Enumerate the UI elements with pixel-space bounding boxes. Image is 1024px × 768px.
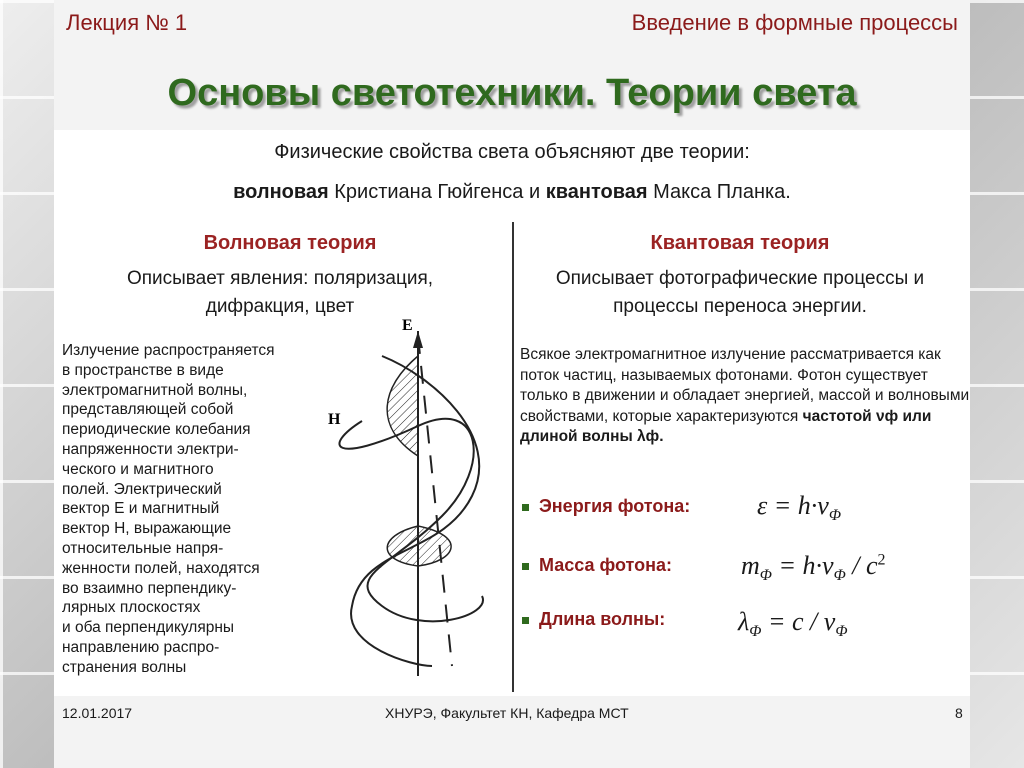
- quantum-theory-heading: Квантовая теория: [650, 232, 830, 254]
- em-wave-diagram: [322, 316, 510, 696]
- wave-theory-heading: Волновая теория: [203, 232, 377, 254]
- bullet-label: Длина волны:: [539, 609, 666, 629]
- wavelength-formula: $\lambda_\Phi = c / \nu_\Phi$: [738, 607, 848, 641]
- e-field-lobe: [387, 356, 418, 456]
- bullet-label: Энергия фотона:: [539, 496, 691, 516]
- intro-line-2: [54, 181, 970, 204]
- bullet-square-icon: [522, 617, 529, 624]
- footer-org: ХНУРЭ, Факультет КН, Кафедра МСТ: [385, 705, 629, 721]
- bullet-wavelength: [522, 609, 665, 630]
- quantum-theory-description: Описывает фотографические процессы и процессы переноса энергии.: [555, 268, 925, 317]
- wave-author: Кристиана Гюйгенса и: [334, 181, 541, 203]
- bullet-label: Масса фотона:: [539, 555, 672, 575]
- wave-theory-body: Излучение распространяется в пространстве в виде электромагнитной волны, представляющей собой периодические колебания напряженности электри- ческого и магнитного полей. Электрический вектор Е и магнитный вектор Н, выражающие относительные напря- женности полей, находятся во взаимно перпендику- лярных плоскостях и оба перпендикулярны направлению распро- странения волны: [62, 342, 275, 676]
- slide-title: Основы светотехники. Теории света: [167, 72, 857, 114]
- quantum-body-bold: частотой νф или длиной волны λф.: [520, 407, 932, 445]
- energy-formula: $\varepsilon = h\cdot\nu_\Phi$: [757, 491, 842, 525]
- wave-theory-description: Описывает явления: поляризация, дифракция, цвет: [126, 268, 434, 317]
- quantum-body-text: Всякое электромагнитное излучение рассматривается как поток частиц, называемых фотонами. Фотон существует только в движении и обладает энергией, массой и волновыми свойствами, которые характеризуются: [520, 346, 970, 425]
- footer-page-number: 8: [955, 705, 963, 721]
- bullet-square-icon: [522, 504, 529, 511]
- e-label: E: [402, 317, 413, 334]
- dashed-axis: [418, 336, 452, 666]
- bullet-photon-mass: [522, 555, 672, 576]
- bullet-square-icon: [522, 563, 529, 570]
- footer-date: 12.01.2017: [62, 705, 133, 721]
- quantum-word: квантовая: [545, 181, 648, 203]
- h-label: H: [328, 411, 341, 428]
- intro-line-1: Физические свойства света объясняют две теории:: [274, 141, 750, 163]
- quantum-theory-body: [520, 345, 970, 448]
- bullet-photon-energy: [522, 496, 690, 517]
- lecture-label: Лекция № 1: [66, 10, 188, 35]
- quantum-author: Макса Планка.: [653, 181, 791, 203]
- course-label: Введение в формные процессы: [631, 10, 958, 35]
- wave-word: волновая: [233, 181, 329, 203]
- mass-formula: $m_\Phi = h\cdot\nu_\Phi / c^2$: [741, 551, 886, 585]
- column-divider: [512, 222, 514, 692]
